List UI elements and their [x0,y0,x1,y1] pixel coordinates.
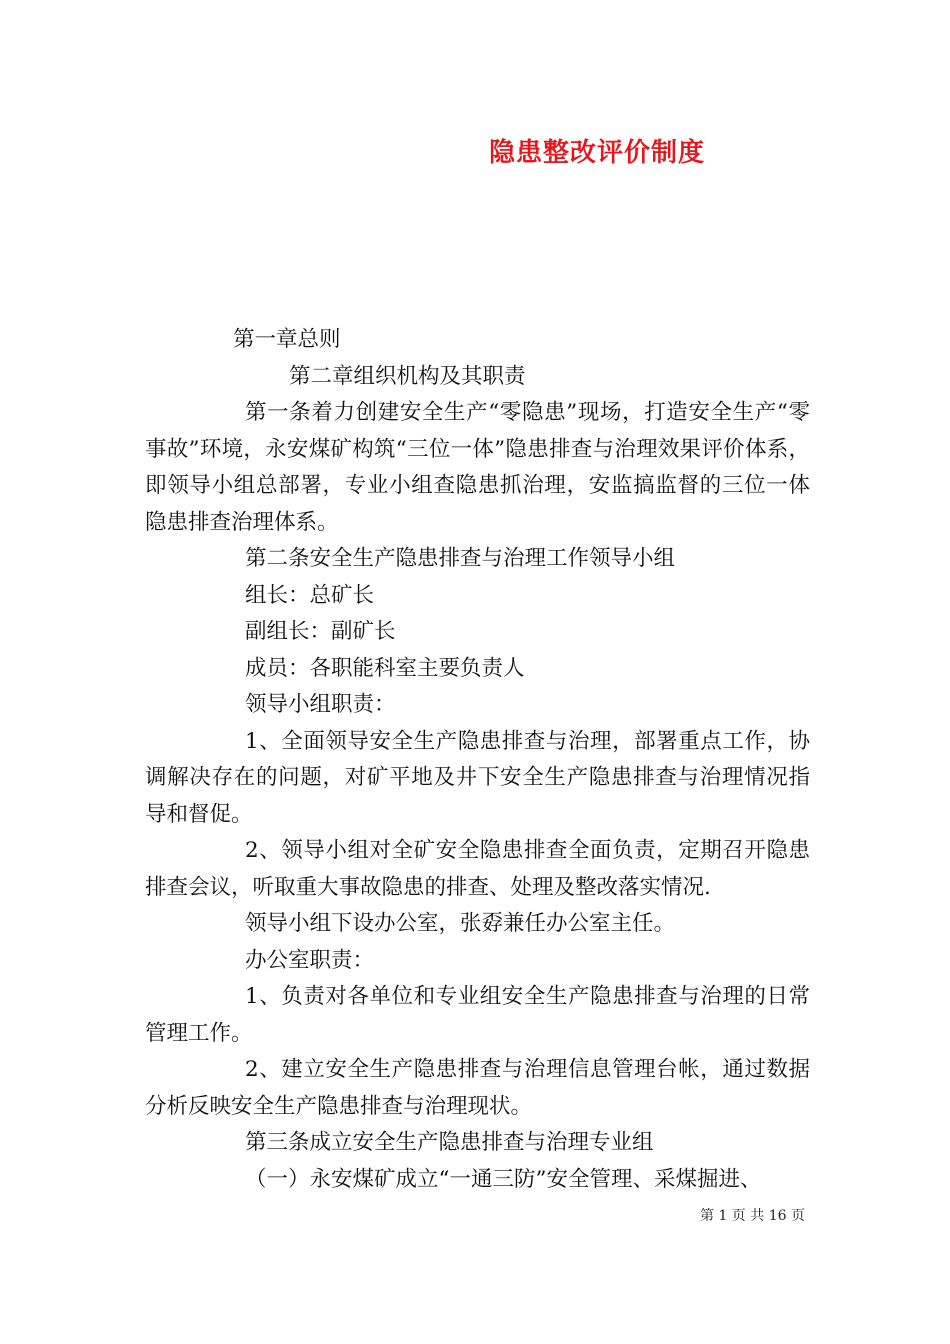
chapter-1-heading: 第一章总则 [233,327,341,352]
duties-heading: 领导小组职责： [245,692,396,717]
office-duty-item-1: 1、负责对各单位和专业组安全生产隐患排查与治理的日常管理工作。 [145,984,810,1046]
duty-item-2: 2、领导小组对全矿安全隐患排查全面负责，定期召开隐患排查会议，听取重大事故隐患的排查、处理及整改落实情况. [145,838,810,900]
leader-line: 组长：总矿长 [245,582,375,608]
office-duty-item-2: 2、建立安全生产隐患排查与治理信息管理台帐，通过数据分析反映安全生产隐患排查与治理现状。 [145,1057,810,1119]
article-3-item-1: （一）永安煤矿成立“一通三防”安全管理、采煤掘进、 [245,1166,762,1192]
article-1-paragraph: 第一条着力创建安全生产“零隐患”现场，打造安全生产“零事故”环境，永安煤矿构筑“三位一体”隐患排查与治理效果评价体系，即领导小组总部署，专业小组查隐患抓治理，安监搞监督的三位一体隐患排查治理体系。 [145,400,810,535]
article-3-heading: 第三条成立安全生产隐患排查与治理专业组 [245,1130,654,1155]
members-line: 成员：各职能科室主要负责人 [245,655,525,681]
chapter-2-heading: 第二章组织机构及其职责 [289,363,526,389]
document-body [145,322,810,1198]
office-setup-line: 领导小组下设办公室，张孬兼任办公室主任。 [245,911,676,936]
document-title: 隐患整改评价制度 [489,138,706,168]
article-2-heading: 第二条安全生产隐患排查与治理工作领导小组 [245,546,676,571]
duty-item-1: 1、全面领导安全生产隐患排查与治理，部署重点工作，协调解决存在的问题，对矿平地及井下安全生产隐患排查与治理情况指导和督促。 [145,728,810,827]
office-duties-heading: 办公室职责： [245,947,375,973]
vice-leader-line: 副组长：副矿长 [245,619,396,644]
page-number-footer: 第 1 页 共 16 页 [700,1208,805,1224]
